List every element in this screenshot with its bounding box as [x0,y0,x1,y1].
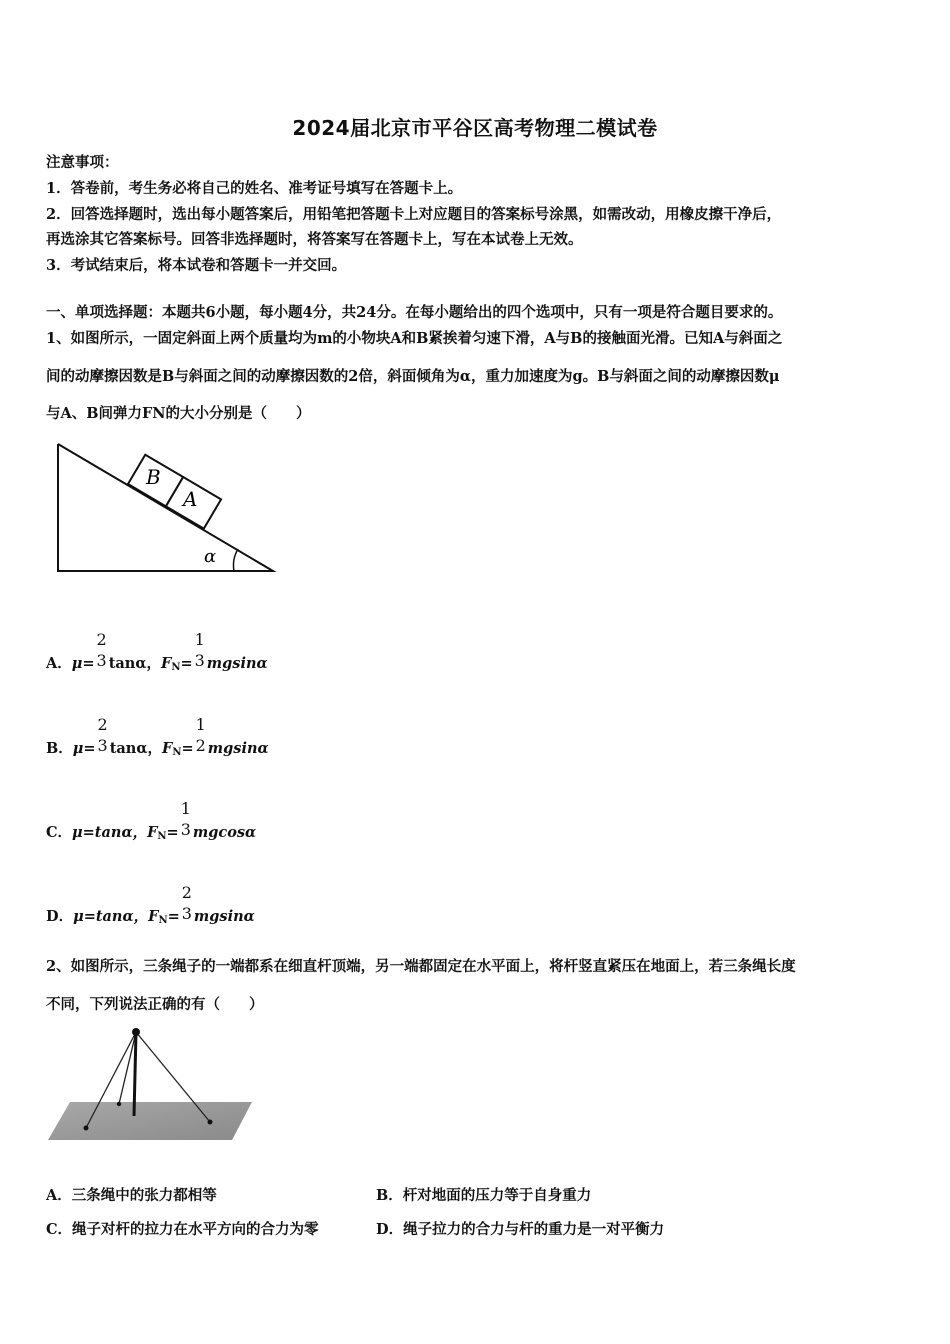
force-subscript: N [172,747,182,758]
label-angle: α [204,546,217,567]
anchor-2 [117,1102,121,1106]
fraction [196,714,206,756]
mu-suffix: tanα， [108,655,162,672]
equals: = [167,908,180,925]
denominator: 3 [194,651,205,670]
force-symbol: F [162,740,173,757]
label-b: B [146,465,161,489]
notice-item: 2．回答选择题时，选出每小题答案后，用铅笔把答题卡上对应题目的答案标号涂黑，如需改动，用橡皮擦干净后， [46,206,782,223]
fraction [195,629,205,671]
question-1-line: 间的动摩擦因数是B与斜面之间的动摩擦因数的2倍，斜面倾角为α，重力加速度为g。B与斜面之间的动摩擦因数μ [46,368,780,385]
label-a: A [183,487,198,511]
option-label: B． [46,740,73,757]
numerator: 1 [194,630,205,649]
angle-arc [233,549,238,571]
numerator: 1 [195,715,206,734]
q2-option-d[interactable]: D．绳子拉力的合力与杆的重力是一对平衡力 [376,1221,665,1238]
option-b[interactable] [46,715,269,770]
mu-prefix: μ= [71,655,95,672]
equals: = [181,740,194,757]
equals: = [180,655,193,672]
mu-prefix: μ= [72,740,96,757]
force-subscript: N [171,662,181,673]
force-subscript: N [157,831,167,842]
numerator: 2 [96,630,107,649]
force-symbol: F [147,824,158,841]
notice-item: 再选涂其它答案标号。回答非选择题时，将答案写在答题卡上，写在本试卷上无效。 [46,231,583,248]
notice-heading: 注意事项： [46,154,119,171]
question-2-line: 2、如图所示，三条绳子的一端都系在细直杆顶端，另一端都固定在水平面上，将杆竖直紧压在地面上，若三条绳长度 [46,958,796,975]
mu-prefix: μ=tanα， [72,824,148,841]
mu-suffix: tanα， [109,740,163,757]
pole-figure [46,1022,256,1144]
page-title: 2024届北京市平谷区高考物理二模试卷 [292,116,658,140]
denominator: 3 [97,736,108,755]
notice-item: 1．答卷前，考生务必将自己的姓名、准考证号填写在答题卡上。 [46,180,463,197]
question-2-line: 不同，下列说法正确的有（ ） [46,996,264,1013]
mu-prefix: μ=tanα， [73,908,149,925]
fraction [182,882,192,924]
option-d[interactable] [46,883,255,938]
question-1-line: 与A、B间弹力FN的大小分别是（ ） [46,405,311,422]
force-expression: mgsinα [206,655,268,672]
option-c[interactable] [46,799,257,854]
fraction [181,798,191,840]
q2-option-c[interactable]: C．绳子对杆的拉力在水平方向的合力为零 [46,1221,319,1238]
anchor-3 [208,1120,213,1125]
fraction [98,714,108,756]
force-symbol: F [148,908,159,925]
force-expression: mgcosα [192,824,257,841]
denominator: 2 [195,736,206,755]
denominator: 3 [181,904,192,923]
pole [134,1032,136,1116]
q2-option-a[interactable]: A．三条绳中的张力都相等 [46,1187,217,1204]
option-label: D． [46,908,74,925]
question-1-line: 1、如图所示，一固定斜面上两个质量均为m的小物块A和B紧挨着匀速下滑，A与B的接触面光滑。已知A与斜面之 [46,330,783,347]
ground-plane [48,1102,252,1140]
denominator: 3 [180,820,191,839]
incline-figure [50,438,280,578]
denominator: 3 [96,651,107,670]
option-a[interactable] [46,630,268,685]
numerator: 2 [181,883,192,902]
option-label: C． [46,824,73,841]
equals: = [166,824,179,841]
blocks-group [128,455,221,529]
section-heading: 一、单项选择题：本题共6小题，每小题4分，共24分。在每小题给出的四个选项中，只有一项是符合题目要求的。 [46,304,783,321]
force-expression: mgsinα [193,908,255,925]
fraction [97,629,107,671]
force-subscript: N [158,915,168,926]
numerator: 1 [180,799,191,818]
pole-top [132,1028,140,1036]
anchor-1 [84,1126,89,1131]
force-expression: mgsinα [207,740,269,757]
incline-triangle [58,444,273,571]
option-label: A． [46,655,72,672]
numerator: 2 [97,715,108,734]
notice-item: 3．考试结束后，将本试卷和答题卡一并交回。 [46,257,347,274]
force-symbol: F [161,655,172,672]
q2-option-b[interactable]: B．杆对地面的压力等于自身重力 [376,1187,592,1204]
